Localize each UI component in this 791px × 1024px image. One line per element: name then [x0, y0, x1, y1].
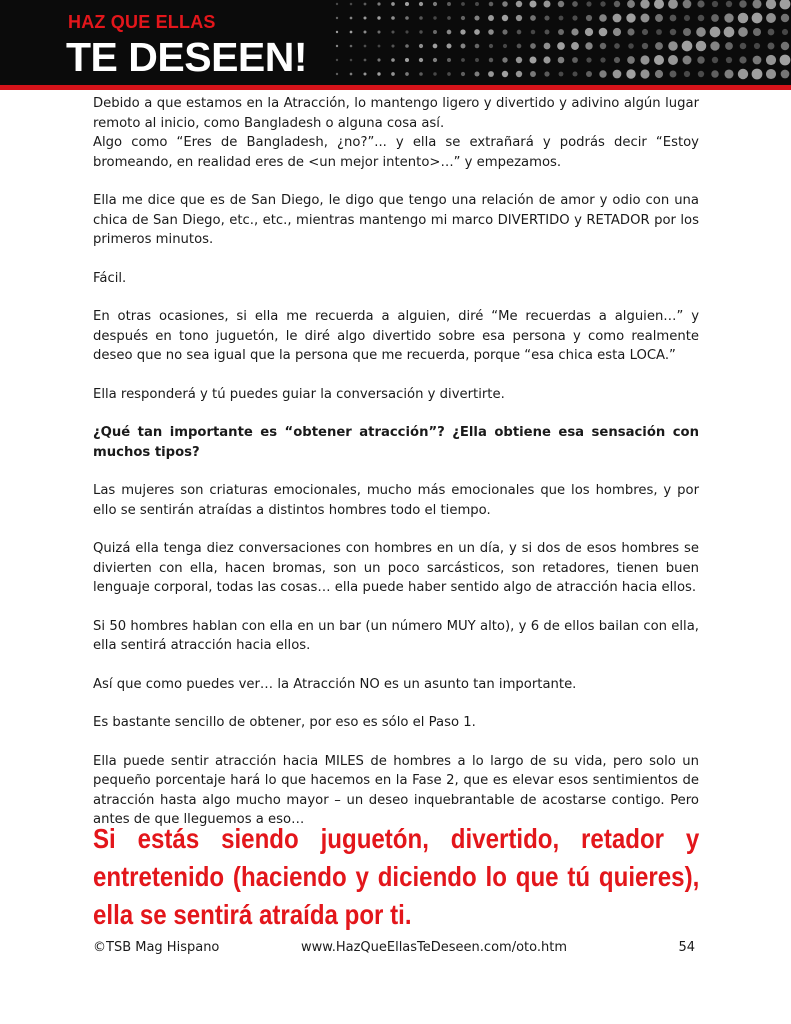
header-dot — [627, 56, 635, 64]
header-dot — [572, 71, 577, 76]
paragraph: Quizá ella tenga diez conversaciones con hombres en un día, y si dos de esos hombres se divierten con ella, hacen bromas, son un poco sarcásticos, son retadores, tienen buen lenguaje corporal, todas las cosas… ella puede haber sentido algo de atracción hacia ellos. — [93, 541, 699, 595]
footer-url: www.HazQueEllasTeDeseen.com/oto.htm — [301, 940, 567, 955]
header-dot — [447, 16, 451, 20]
header-dot — [559, 72, 564, 77]
paragraph: Ella puede sentir atracción hacia MILES de hombres a lo largo de su vida, pero solo un pequeño porcentaje hará lo que hacemos en la Fase 2, que es elevar esos sentimientos de atracción hasta algo mucho mayor – un deseo inquebrantable de acostarse contigo. Pero antes de que lleguemos a eso… — [93, 753, 699, 827]
header-dot — [558, 1, 564, 7]
header-dot — [447, 44, 452, 49]
header-dot — [712, 1, 718, 7]
header-dot — [683, 56, 692, 65]
header-dot — [391, 72, 395, 76]
header-dot — [614, 43, 620, 49]
header-dot — [782, 29, 788, 35]
header-dot — [350, 31, 353, 34]
header-dot — [433, 72, 436, 75]
header-dot — [433, 2, 437, 6]
header-dot — [475, 44, 480, 49]
header-dot — [531, 30, 536, 35]
header-dot — [655, 70, 663, 78]
paragraph: Debido a que estamos en la Atracción, lo mantengo ligero y divertido y adivino algún lugar remoto al inicio, como Bangladesh o alguna cosa así. — [93, 96, 699, 131]
header-dot — [460, 29, 465, 34]
header-dot — [753, 28, 761, 36]
header-dot — [502, 29, 507, 34]
header-dot — [529, 56, 536, 63]
header-dot — [543, 0, 550, 7]
header-dot — [697, 56, 704, 63]
header-dot — [336, 73, 338, 75]
header-dot — [544, 71, 549, 76]
paragraph: Si 50 hombres hablan con ella en un bar (un número MUY alto), y 6 de ellos bailan con ella, ella sentirá atracción hacia ellos. — [93, 618, 699, 653]
header-dot — [670, 29, 677, 36]
header-dot — [642, 29, 648, 35]
header-dot — [433, 58, 437, 62]
header-dot — [377, 30, 380, 33]
header-dot — [572, 57, 578, 63]
header-dot — [364, 31, 367, 34]
highlight-callout: Si estás siendo juguetón, divertido, retador y entretenido (haciendo y diciendo lo que tú quieres), ella se sentirá atraída por ti. — [93, 823, 700, 930]
header-dot — [642, 43, 648, 49]
header-dot — [377, 2, 380, 5]
paragraph: Ella me dice que es de San Diego, le digo que tengo una relación de amor y odio con una chica de San Diego, etc., etc., mientras mantengo mi marco DIVERTIDO y RETADOR por los primeros minutos. — [93, 193, 699, 247]
header-dot — [391, 58, 395, 62]
header-dot — [474, 15, 479, 20]
header-dot — [780, 0, 791, 9]
header-dot — [724, 27, 735, 38]
header-dot — [488, 15, 494, 21]
header-dot — [640, 0, 649, 9]
header-dot — [725, 42, 733, 50]
header-dot — [738, 69, 748, 79]
header-dot — [405, 58, 409, 62]
header-dot — [529, 0, 536, 7]
header-dot — [768, 43, 775, 50]
header-dot — [419, 72, 423, 76]
header-dot — [461, 44, 466, 49]
header-dot — [377, 58, 380, 61]
header-dot — [585, 42, 592, 49]
header-dot — [557, 42, 565, 50]
header-dot — [461, 16, 465, 20]
header-dot — [766, 55, 776, 65]
header-dot — [655, 14, 663, 22]
header-dot — [752, 13, 763, 24]
header-dot — [350, 3, 353, 6]
header-dot — [753, 56, 762, 65]
header-dot — [586, 1, 591, 6]
header-dot — [754, 43, 760, 49]
header-dot — [377, 16, 380, 19]
header-dot — [544, 43, 551, 50]
header-dot — [419, 58, 423, 62]
header-dot — [447, 72, 451, 76]
header-dot — [599, 28, 608, 37]
header-dot — [698, 15, 705, 22]
header-dot — [697, 0, 704, 7]
paragraph: Fácil. — [93, 270, 127, 286]
header-dot — [502, 15, 508, 21]
header-dot — [711, 14, 719, 22]
header-dot — [544, 15, 549, 20]
header-dot — [530, 15, 536, 21]
header-dot — [516, 1, 522, 7]
header-dot — [781, 42, 789, 50]
header-dot — [655, 42, 663, 50]
header-dot — [405, 72, 409, 76]
header-dot — [433, 16, 436, 19]
header-dot — [571, 42, 579, 50]
header-dot — [654, 0, 664, 9]
header-dot — [710, 27, 721, 38]
header-dot — [600, 43, 606, 49]
header-dot — [586, 71, 592, 77]
header-dot — [710, 41, 719, 50]
header-dot — [780, 55, 791, 66]
header-dot — [364, 3, 367, 6]
header-dot — [530, 71, 536, 77]
header-dot — [502, 57, 507, 62]
brand-title-top: HAZ QUE ELLAS — [68, 12, 216, 32]
header-dot — [768, 29, 775, 36]
header-dot — [670, 15, 677, 22]
header-dot — [391, 16, 395, 20]
header-dot — [447, 30, 452, 35]
header-dot — [752, 0, 761, 9]
header-dot — [419, 2, 423, 6]
header-dot — [640, 69, 649, 78]
section-question-heading: ¿Qué tan importante es “obtener atracción”? ¿Ella obtiene esa sensación con muchos tipos? — [93, 425, 699, 460]
header-dot — [572, 15, 577, 20]
header-dot — [350, 45, 353, 48]
header-dot — [600, 1, 605, 6]
header-dot — [545, 30, 550, 35]
header-dot — [419, 30, 422, 33]
header-dot — [599, 14, 607, 22]
header-dot — [781, 14, 789, 22]
header-dot — [558, 57, 565, 64]
header-dot — [739, 0, 746, 7]
header-dot — [364, 59, 367, 62]
header-dot — [350, 59, 353, 62]
page-number: 54 — [678, 940, 695, 955]
header-dot — [726, 57, 732, 63]
header-dot — [405, 16, 409, 20]
header-dot — [461, 2, 465, 6]
header-dot — [656, 29, 662, 35]
header-dot — [586, 57, 591, 62]
header-dot — [682, 41, 693, 52]
header-dot — [419, 44, 423, 48]
header-dot — [668, 41, 678, 51]
brand-title-main: TE DESEEN! — [66, 34, 308, 80]
header-dot — [613, 28, 621, 36]
header-dot — [613, 14, 622, 23]
header-dot — [419, 16, 423, 20]
header-dot — [698, 71, 704, 77]
paragraph: Es bastante sencillo de obtener, por eso es sólo el Paso 1. — [93, 715, 476, 730]
header-dot — [517, 30, 522, 35]
header-dot — [586, 15, 592, 21]
header-dot — [391, 2, 395, 6]
paragraph: En otras ocasiones, si ella me recuerda a alguien, diré “Me recuerdas a alguien…” y después en tono juguetón, le diré algo divertido sobre esa persona y como realmente deseo que no sea igual que la persona que me recuerda, porque “esa chica esta LOCA.” — [93, 309, 699, 363]
header-dot — [724, 69, 733, 78]
header-dot — [559, 16, 564, 21]
header-dot — [475, 2, 479, 6]
header-dot — [405, 2, 409, 6]
header-dot — [640, 55, 649, 64]
header-dot — [489, 58, 493, 62]
header-dot — [654, 55, 664, 65]
header-dot — [488, 71, 494, 77]
article-body — [93, 94, 699, 849]
header-dot — [683, 28, 691, 36]
header-dot — [447, 2, 451, 6]
header-dot — [488, 29, 494, 35]
header-dot — [641, 14, 650, 23]
header-dot — [600, 57, 605, 62]
header-dot — [766, 0, 776, 9]
header-dot — [517, 44, 522, 49]
header-dot — [336, 17, 338, 19]
header-dot — [405, 30, 408, 33]
header-dot — [740, 43, 747, 50]
header-dot — [696, 41, 707, 52]
header-dot — [350, 17, 353, 20]
header-dot — [336, 31, 338, 33]
header-dot — [571, 28, 578, 35]
header-dot — [711, 70, 719, 78]
header-dot — [336, 3, 338, 5]
header-dot — [433, 30, 437, 34]
header-dot — [726, 1, 732, 7]
header-dot — [628, 43, 634, 49]
header-dot — [572, 1, 578, 7]
header-dot — [712, 57, 718, 63]
header-dot — [724, 13, 733, 22]
header-dot — [626, 13, 635, 22]
header-dot — [433, 44, 438, 49]
header-dot — [350, 73, 353, 76]
header-dot — [363, 72, 366, 75]
header-dot — [530, 43, 536, 49]
paragraph: Así que como puedes ver… la Atracción NO es un asunto tan importante. — [93, 676, 577, 692]
header-dot — [364, 45, 367, 48]
header-dot — [683, 0, 692, 8]
header-dot — [475, 58, 479, 62]
header-dot — [391, 30, 394, 33]
header-dot — [696, 27, 706, 37]
header-dot — [336, 45, 338, 47]
header-dot — [614, 57, 620, 63]
header-dot — [738, 27, 748, 37]
header-dot — [474, 71, 479, 76]
header-dot — [405, 44, 409, 48]
paragraph: Las mujeres son criaturas emocionales, mucho más emocionales que los hombres, y por ello se sentirán atraídas a distintos hombres todo el tiempo. — [93, 483, 699, 518]
header-dot — [627, 0, 635, 8]
header-dot — [489, 2, 494, 7]
header-dot — [503, 44, 507, 48]
header-dot — [668, 0, 678, 9]
header-dot — [614, 1, 620, 7]
header-dot — [599, 70, 606, 77]
header-dot — [752, 69, 763, 80]
header-dot — [684, 15, 690, 21]
header-dot — [447, 58, 451, 62]
header-dot — [378, 45, 381, 48]
header-dot — [684, 71, 690, 77]
header-dot — [461, 58, 465, 62]
header-dot — [738, 13, 749, 24]
header-dot — [766, 13, 776, 23]
header-dot — [627, 28, 634, 35]
header-dot — [516, 57, 522, 63]
header-dot — [391, 44, 394, 47]
header-dot — [516, 15, 522, 21]
page-header-banner — [0, 0, 791, 85]
header-dot — [489, 44, 493, 48]
header-dot — [461, 72, 465, 76]
page-footer — [93, 940, 699, 960]
header-dot — [585, 28, 593, 36]
paragraph: Algo como “Eres de Bangladesh, ¿no?”... y ella se extrañará y podrás decir “Estoy bromeando, en realidad eres de <un mejor intento>…” y empezamos. — [93, 135, 699, 170]
header-dot — [543, 56, 550, 63]
header-dot — [670, 71, 677, 78]
header-dot — [502, 71, 508, 77]
header-divider — [0, 85, 791, 90]
header-dot — [474, 29, 480, 35]
header-dot — [336, 59, 338, 61]
header-dot — [613, 70, 622, 79]
paragraph: Ella responderá y tú puedes guiar la conversación y divertirte. — [93, 386, 505, 402]
header-dot — [558, 29, 564, 35]
header-dot — [766, 69, 776, 79]
header-dot — [781, 70, 790, 79]
header-dot — [502, 1, 508, 7]
header-dot — [739, 56, 746, 63]
header-dot — [363, 16, 366, 19]
header-dot — [516, 71, 522, 77]
header-dot — [668, 55, 678, 65]
header-dot — [626, 69, 635, 78]
header-dot — [377, 72, 380, 75]
footer-copyright: ©TSB Mag Hispano — [93, 940, 220, 955]
